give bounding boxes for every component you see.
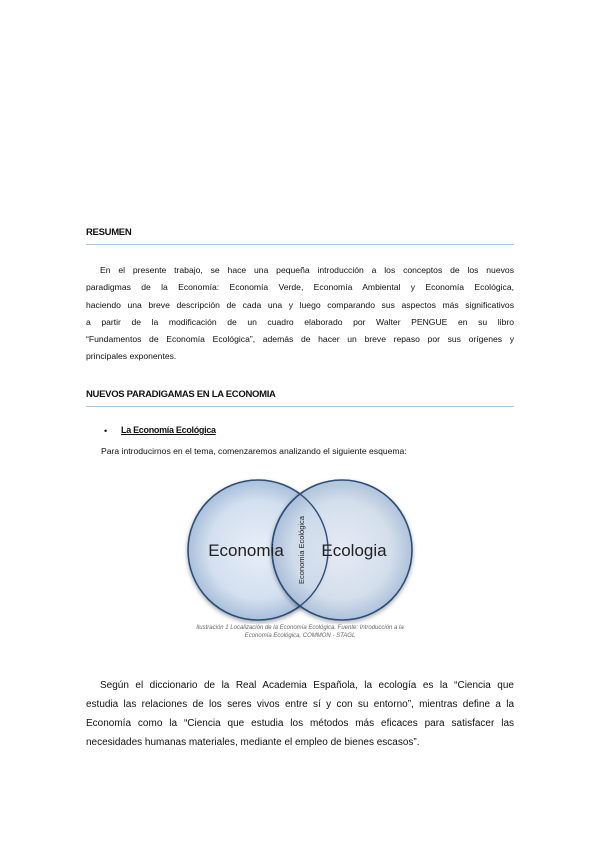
paragraph-line: Según el diccionario de la Real Academia Española, la ecología es la “Ciencia que: [100, 680, 514, 691]
venn-diagram: [180, 476, 420, 624]
paragraph-line: En el presente trabajo, se hace una pequeña introducción a los conceptos de los nuevos: [100, 265, 514, 275]
heading-divider: [86, 244, 514, 245]
paragraph-line: necesidades humanas materiales, mediante el empleo de bienes escasos”.: [86, 737, 420, 748]
paragraph-line: a partir de la modificación de un cuadro elaborado por Walter PENGUE en su libro: [86, 316, 514, 327]
economia-label: Economia: [208, 541, 284, 560]
resumen-heading: RESUMEN: [86, 227, 132, 238]
figure-caption: [160, 624, 440, 640]
caption-line: Economía Ecológica, COMMON - STAGL: [244, 633, 356, 639]
ecologia-label: Ecologia: [321, 541, 387, 560]
paradigmas-heading: NUEVOS PARADIGAMAS EN LA ECONOMIA: [86, 389, 276, 400]
economia-ecologica-label: Economia Ecológica: [297, 516, 306, 584]
paragraph-line: Economía como la “Ciencia que estudia los métodos más eficaces para satisfacer las: [86, 718, 514, 729]
heading-divider: [86, 406, 514, 407]
definition-paragraph: [86, 676, 514, 752]
paragraph-line: estudia las relaciones de los seres vivos entre sí y con su entorno”, mientras define a la: [86, 699, 514, 710]
paragraph-line: paradigmas de la Economía: Economía Verde, Economía Ambiental y Economía Ecológica,: [86, 282, 514, 293]
paragraph-line: principales exponentes.: [86, 351, 177, 362]
paragraph-line: haciendo una breve descripción de cada una y luego comparando sus aspectos más significativos: [86, 299, 514, 310]
paragraph-line: “Fundamentos de Economía Ecológica”, además de hacer un breve repaso por sus orígenes y: [86, 334, 514, 345]
caption-line: Ilustración 1 Localización de la Economía Ecológica. Fuente: Introducción a la: [196, 625, 404, 631]
resumen-paragraph: [86, 262, 514, 366]
bullet-marker: •: [104, 426, 108, 436]
intro-text: Para introducirnos en el tema, comenzaremos analizando el siguiente esquema:: [101, 446, 407, 456]
bullet-title: La Economía Ecológica: [121, 425, 216, 435]
